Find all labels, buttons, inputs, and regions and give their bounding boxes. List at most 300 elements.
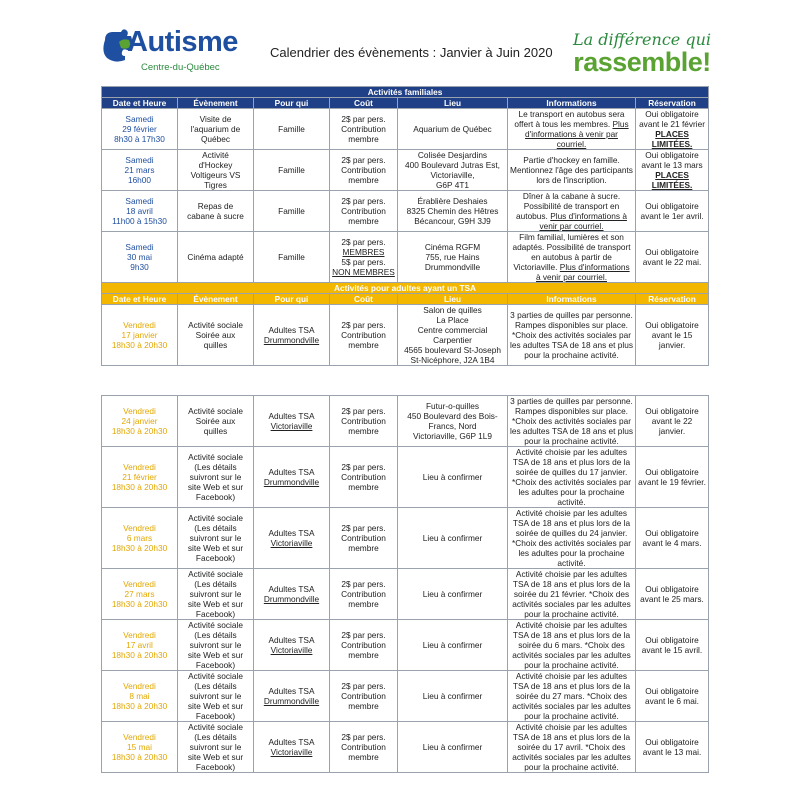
column-header: Réservation [636, 294, 709, 305]
event-cell [178, 305, 254, 366]
event-cell [178, 620, 254, 671]
info-cell [508, 305, 636, 366]
info-text: 3 parties de quilles par personne. Rampes disponibles sur place. *Choix des activités sociales par les adultes TSA de 18 ans et plus pour la prochaine activité. [510, 310, 633, 360]
event-line: suivront sur le [189, 533, 242, 543]
audience-city: Drummondville [263, 477, 320, 487]
event-line: Visite de [199, 114, 232, 124]
event-line: Québec [200, 134, 231, 144]
place-cell [398, 191, 508, 232]
date-line: 18h30 à 20h30 [111, 650, 168, 660]
cost-line: 5$ par pers. [341, 257, 386, 267]
cost-line: Contribution [341, 124, 386, 134]
date-line: Vendredi [123, 630, 156, 640]
info-cell [508, 671, 636, 722]
place-line: 400 Boulevard Jutras Est, [404, 160, 500, 170]
place-cell [398, 722, 508, 773]
info-cell [508, 109, 636, 150]
calendar-table-page2 [101, 395, 709, 773]
place-line: Colisée Desjardins [417, 150, 488, 160]
event-line: Facebook) [195, 492, 236, 502]
cost-cell [330, 191, 398, 232]
event-line: Facebook) [195, 660, 236, 670]
table-row [102, 569, 709, 620]
event-line: Activité sociale [188, 620, 243, 630]
event-line: cabane à sucre [187, 211, 244, 221]
event-line: Tigres [204, 180, 227, 190]
cost-line: Contribution [341, 416, 386, 426]
date-line: 21 février [122, 472, 157, 482]
info-cell [508, 396, 636, 447]
place-line: La Place [436, 315, 469, 325]
info-cell [508, 569, 636, 620]
place-line: Salon de quilles [423, 305, 482, 315]
event-line: site Web et sur [187, 482, 244, 492]
cost-cell [330, 620, 398, 671]
audience-line: Adultes TSA [268, 411, 315, 421]
event-line: Activité sociale [188, 513, 243, 523]
place-line: Lieu à confirmer [422, 533, 483, 543]
column-header: Coût [330, 294, 398, 305]
column-header: Pour qui [254, 294, 330, 305]
event-line: (Les détails [194, 732, 237, 742]
reservation-cell [636, 396, 709, 447]
table-row [102, 396, 709, 447]
reservation-cell [636, 150, 709, 191]
event-cell [178, 396, 254, 447]
cost-line: membre [348, 701, 379, 711]
event-line: quilles [203, 426, 228, 436]
audience-line: Adultes TSA [268, 325, 315, 335]
place-cell [398, 396, 508, 447]
cost-cell [330, 150, 398, 191]
place-line: Cinéma RGFM [424, 242, 481, 252]
document-title: Calendrier des évènements : Janvier à Juin 2020 [270, 45, 553, 60]
date-line: Vendredi [123, 579, 156, 589]
reservation-cell [636, 508, 709, 569]
audience-line: Adultes TSA [268, 467, 315, 477]
reservation-cell [636, 305, 709, 366]
date-line: 18 avril [126, 206, 153, 216]
date-line: 8 mai [129, 691, 150, 701]
date-line: 8h30 à 17h30 [114, 134, 165, 144]
event-line: d'Hockey [198, 160, 233, 170]
cost-cell [330, 305, 398, 366]
column-header: Coût [330, 98, 398, 109]
event-line: Soirée aux [195, 416, 236, 426]
audience-cell [254, 508, 330, 569]
audience-city: Victoriaville [270, 421, 313, 431]
info-text: Activité choisie par les adultes TSA de 18 ans et plus lors de la soirée du 6 mars. *Choix des activités sociales par les adultes pour la prochaine activité. [512, 620, 631, 670]
audience-line: Adultes TSA [268, 584, 315, 594]
place-cell [398, 305, 508, 366]
cost-cell [330, 569, 398, 620]
tagline-line-1: La différence qui [572, 30, 711, 49]
audience-cell [254, 232, 330, 283]
cost-line: membre [348, 175, 379, 185]
cost-line: membre [348, 752, 379, 762]
audience-cell [254, 569, 330, 620]
event-line: Soirée aux [195, 330, 236, 340]
reservation-cell [636, 191, 709, 232]
event-line: suivront sur le [189, 691, 242, 701]
audience-cell [254, 191, 330, 232]
place-line: Lieu à confirmer [422, 640, 483, 650]
reservation-text: Oui obligatoire avant le 6 mai. [645, 686, 699, 706]
event-line: site Web et sur [187, 599, 244, 609]
place-cell [398, 150, 508, 191]
reservation-text: Oui obligatoire avant le 19 février. [638, 467, 706, 487]
place-line: 8325 Chemin des Hêtres [406, 206, 499, 216]
place-cell [398, 109, 508, 150]
place-line: Érablière Deshaies [417, 196, 488, 206]
cost-line: 2$ par pers. [341, 155, 386, 165]
cost-cell [330, 671, 398, 722]
date-cell [102, 150, 178, 191]
cost-cell [330, 722, 398, 773]
column-header: Date et Heure [102, 294, 178, 305]
event-line: site Web et sur [187, 543, 244, 553]
place-cell [398, 232, 508, 283]
logo-word: Autisme [127, 26, 238, 58]
column-header: Informations [508, 294, 636, 305]
reservation-text: Oui obligatoire avant le 15 janvier. [645, 320, 699, 350]
reservation-text: Oui obligatoire avant le 22 janvier. [645, 406, 699, 436]
info-cell [508, 150, 636, 191]
reservation-cell [636, 109, 709, 150]
table-row [102, 447, 709, 508]
tagline-logo [562, 30, 722, 78]
event-line: site Web et sur [187, 701, 244, 711]
event-line: Activité sociale [188, 671, 243, 681]
reservation-text: Oui obligatoire avant le 13 mars [641, 150, 703, 170]
event-line: site Web et sur [187, 752, 244, 762]
date-cell [102, 396, 178, 447]
column-header: Évènement [178, 98, 254, 109]
event-line: Facebook) [195, 711, 236, 721]
place-line: Lieu à confirmer [422, 589, 483, 599]
reservation-text: Oui obligatoire avant le 25 mars. [640, 584, 704, 604]
cost-line: membre [348, 482, 379, 492]
cost-line: Contribution [341, 640, 386, 650]
cost-line: Contribution [341, 691, 386, 701]
event-cell [178, 191, 254, 232]
column-header: Lieu [398, 294, 508, 305]
event-line: suivront sur le [189, 589, 242, 599]
event-line: suivront sur le [189, 742, 242, 752]
place-line: G6P 4T1 [435, 180, 470, 190]
date-line: 27 mars [124, 589, 155, 599]
place-line: Aquarium de Québec [413, 124, 492, 134]
event-cell [178, 722, 254, 773]
event-line: (Les détails [194, 681, 237, 691]
date-line: 18h30 à 20h30 [111, 482, 168, 492]
audience-line: Adultes TSA [268, 635, 315, 645]
audience-city: Victoriaville [270, 538, 313, 548]
info-text: Dîner à la cabane à sucre. Possibilité de transport en autobus. [516, 191, 621, 221]
date-cell [102, 109, 178, 150]
cost-line: 2$ par pers. [341, 732, 386, 742]
autisme-logo [101, 26, 238, 78]
audience-cell [254, 305, 330, 366]
date-line: 18h30 à 20h30 [111, 599, 168, 609]
date-line: Vendredi [123, 320, 156, 330]
event-line: l'aquarium de [190, 124, 241, 134]
info-text: Activité choisie par les adultes TSA de 18 ans et plus lors de la soirée du 21 février. *Choix des activités sociales par les adultes pour la prochaine activité. [512, 569, 631, 619]
date-line: 18h30 à 20h30 [111, 752, 168, 762]
cost-line: membre [348, 340, 379, 350]
cost-line: 2$ par pers. [341, 320, 386, 330]
event-line: quilles [203, 340, 228, 350]
date-cell [102, 722, 178, 773]
reservation-text: Oui obligatoire avant le 13 mai. [642, 737, 702, 757]
reservation-cell [636, 620, 709, 671]
place-line: Lieu à confirmer [422, 472, 483, 482]
date-line: 30 mai [127, 252, 152, 262]
audience-city: Drummondville [263, 335, 320, 345]
audience-line: Famille [278, 252, 305, 262]
cost-line: Contribution [341, 165, 386, 175]
place-line: Victoriaville, [430, 170, 475, 180]
cost-line: 2$ par pers. [341, 406, 386, 416]
date-line: 24 janvier [121, 416, 158, 426]
info-text: Activité choisie par les adultes TSA de 18 ans et plus lors de la soirée de quilles du 24 janvier. *Choix des activités sociales par les adultes pour la prochaine activité. [512, 508, 631, 568]
event-line: suivront sur le [189, 640, 242, 650]
info-link: Plus d'informations à venir par courriel. [539, 211, 627, 231]
date-cell [102, 671, 178, 722]
date-line: Samedi [125, 242, 154, 252]
audience-city: Drummondville [263, 594, 320, 604]
place-line: Lieu à confirmer [422, 742, 483, 752]
date-cell [102, 508, 178, 569]
info-text: Film familial, lumières et son adaptés. Possibilité de transport en autobus à partir de Victoriaville. [512, 232, 631, 272]
place-cell [398, 447, 508, 508]
audience-city: Drummondville [263, 696, 320, 706]
table-row [102, 722, 709, 773]
reservation-cell [636, 569, 709, 620]
place-line: St-Nicéphore, J2A 1B4 [410, 355, 495, 365]
table-row [102, 109, 709, 150]
event-cell [178, 447, 254, 508]
table-row [102, 232, 709, 283]
date-line: 29 février [122, 124, 157, 134]
date-line: 6 mars [126, 533, 153, 543]
place-line: Futur-o-quilles [425, 401, 480, 411]
date-line: 18h30 à 20h30 [111, 543, 168, 553]
place-line: Bécancour, G9H 3J9 [414, 216, 491, 226]
cost-line: 2$ par pers. [341, 237, 386, 247]
event-cell [178, 508, 254, 569]
event-line: Facebook) [195, 553, 236, 563]
info-text: 3 parties de quilles par personne. Rampes disponibles sur place. *Choix des activités sociales par les adultes TSA de 18 ans et plus pour la prochaine activité. [510, 396, 633, 446]
column-header: Réservation [636, 98, 709, 109]
reservation-limited: PLACES LIMITÉES. [651, 170, 693, 190]
date-line: 16h00 [127, 175, 152, 185]
place-line: 755, rue Hains [425, 252, 480, 262]
event-line: suivront sur le [189, 472, 242, 482]
event-cell [178, 109, 254, 150]
event-line: (Les détails [194, 523, 237, 533]
cost-line: membre [348, 134, 379, 144]
reservation-text: Oui obligatoire avant le 1er avril. [640, 201, 704, 221]
cost-line: Contribution [341, 742, 386, 752]
info-text: Activité choisie par les adultes TSA de 18 ans et plus lors de la soirée de quilles du 17 janvier. *Choix des activités sociales par les adultes pour la prochaine activité. [512, 447, 631, 507]
audience-city: Victoriaville [270, 645, 313, 655]
place-cell [398, 508, 508, 569]
table-row [102, 620, 709, 671]
date-line: Vendredi [123, 406, 156, 416]
column-header: Pour qui [254, 98, 330, 109]
date-cell [102, 620, 178, 671]
cost-line: membre [348, 599, 379, 609]
place-cell [398, 671, 508, 722]
place-line: Carpentier [433, 335, 472, 345]
reservation-cell [636, 671, 709, 722]
event-line: (Les détails [194, 630, 237, 640]
cost-line: Contribution [341, 589, 386, 599]
place-cell [398, 569, 508, 620]
event-cell [178, 150, 254, 191]
event-line: Activité sociale [188, 569, 243, 579]
reservation-cell [636, 232, 709, 283]
date-line: 18h30 à 20h30 [111, 701, 168, 711]
event-line: Activité [202, 150, 229, 160]
column-header: Lieu [398, 98, 508, 109]
event-line: Voltigeurs VS [190, 170, 241, 180]
audience-line: Adultes TSA [268, 528, 315, 538]
info-link: Plus d'informations à venir par courriel. [535, 262, 630, 282]
logo-subtitle: Centre-du-Québec [141, 62, 220, 73]
cost-line: 2$ par pers. [341, 462, 386, 472]
audience-cell [254, 447, 330, 508]
cost-line: membre [348, 543, 379, 553]
date-line: 21 mars [124, 165, 155, 175]
place-line: Drummondville [424, 262, 481, 272]
info-cell [508, 722, 636, 773]
date-line: 9h30 [130, 262, 149, 272]
event-line: Activité sociale [188, 452, 243, 462]
info-link: Plus d'informations à venir par courriel. [525, 119, 629, 149]
date-line: 17 janvier [121, 330, 158, 340]
audience-cell [254, 150, 330, 191]
audience-cell [254, 109, 330, 150]
cost-cell [330, 109, 398, 150]
date-line: 18h30 à 20h30 [111, 426, 168, 436]
date-cell [102, 232, 178, 283]
reservation-cell [636, 722, 709, 773]
date-cell [102, 305, 178, 366]
audience-line: Famille [278, 165, 305, 175]
info-cell [508, 191, 636, 232]
info-text: Partie d'hockey en famille. Mentionnez l'âge des participants lors de l'inscription. [510, 155, 633, 185]
place-line: Francs, Nord [428, 421, 477, 431]
table-row [102, 305, 709, 366]
info-cell [508, 620, 636, 671]
reservation-text: Oui obligatoire avant le 4 mars. [642, 528, 702, 548]
event-cell [178, 671, 254, 722]
place-cell [398, 620, 508, 671]
table-row [102, 671, 709, 722]
audience-line: Adultes TSA [268, 686, 315, 696]
info-cell [508, 508, 636, 569]
reservation-limited: PLACES LIMITÉES. [651, 129, 693, 149]
column-header: Évènement [178, 294, 254, 305]
audience-city: Victoriaville [270, 747, 313, 757]
date-line: Samedi [125, 155, 154, 165]
event-line: (Les détails [194, 462, 237, 472]
date-line: Vendredi [123, 523, 156, 533]
audience-line: Famille [278, 124, 305, 134]
date-cell [102, 191, 178, 232]
date-line: 15 mai [127, 742, 152, 752]
cost-line: Contribution [341, 330, 386, 340]
cost-line: Contribution [341, 533, 386, 543]
cost-line: membre [348, 650, 379, 660]
cost-line: 2$ par pers. [341, 681, 386, 691]
date-cell [102, 569, 178, 620]
event-line: Cinéma adapté [187, 252, 244, 262]
place-line: Lieu à confirmer [422, 691, 483, 701]
reservation-text: Oui obligatoire avant le 15 avril. [641, 635, 703, 655]
section-title-familial: Activités familiales [102, 87, 709, 98]
tagline-line-2: rassemble! [573, 47, 711, 77]
cost-underlined: NON MEMBRES [332, 267, 395, 277]
cost-cell [330, 447, 398, 508]
info-text: Le transport en autobus sera offert à tous les membres. [514, 109, 625, 129]
cost-line: 2$ par pers. [341, 196, 386, 206]
event-line: Activité sociale [188, 320, 243, 330]
event-line: (Les détails [194, 579, 237, 589]
place-line: Victoriaville, G6P 1L9 [412, 431, 493, 441]
place-line: Centre commercial [417, 325, 488, 335]
info-text: Activité choisie par les adultes TSA de 18 ans et plus lors de la soirée du 17 avril. *Choix des activités sociales par les adultes pour la prochaine activité. [512, 722, 631, 772]
cost-line: 2$ par pers. [341, 114, 386, 124]
event-line: site Web et sur [187, 650, 244, 660]
cost-line: membre [348, 216, 379, 226]
event-line: Facebook) [195, 762, 236, 772]
info-text: Activité choisie par les adultes TSA de 18 ans et plus lors de la soirée du 27 mars. *Choix des activités sociales par les adultes pour la prochaine activité. [512, 671, 631, 721]
calendar-table-page1 [101, 86, 709, 366]
cost-underlined: MEMBRES [342, 247, 385, 257]
audience-line: Adultes TSA [268, 737, 315, 747]
date-line: Vendredi [123, 681, 156, 691]
audience-line: Famille [278, 206, 305, 216]
date-line: Vendredi [123, 462, 156, 472]
cost-line: membre [348, 426, 379, 436]
audience-cell [254, 396, 330, 447]
date-line: 11h00 à 15h30 [112, 216, 167, 226]
cost-cell [330, 508, 398, 569]
table-row [102, 508, 709, 569]
event-cell [178, 569, 254, 620]
table-row [102, 191, 709, 232]
column-header: Date et Heure [102, 98, 178, 109]
cost-line: Contribution [341, 206, 386, 216]
cost-cell [330, 232, 398, 283]
table-row [102, 150, 709, 191]
column-header: Informations [508, 98, 636, 109]
date-line: Samedi [125, 196, 154, 206]
audience-cell [254, 671, 330, 722]
event-line: Facebook) [195, 609, 236, 619]
date-line: Samedi [125, 114, 154, 124]
place-line: 450 Boulevard des Bois- [407, 411, 498, 421]
cost-line: 2$ par pers. [341, 579, 386, 589]
audience-cell [254, 722, 330, 773]
date-cell [102, 447, 178, 508]
date-line: 18h30 à 20h30 [111, 340, 168, 350]
reservation-text: Oui obligatoire avant le 21 février [639, 109, 706, 129]
reservation-cell [636, 447, 709, 508]
